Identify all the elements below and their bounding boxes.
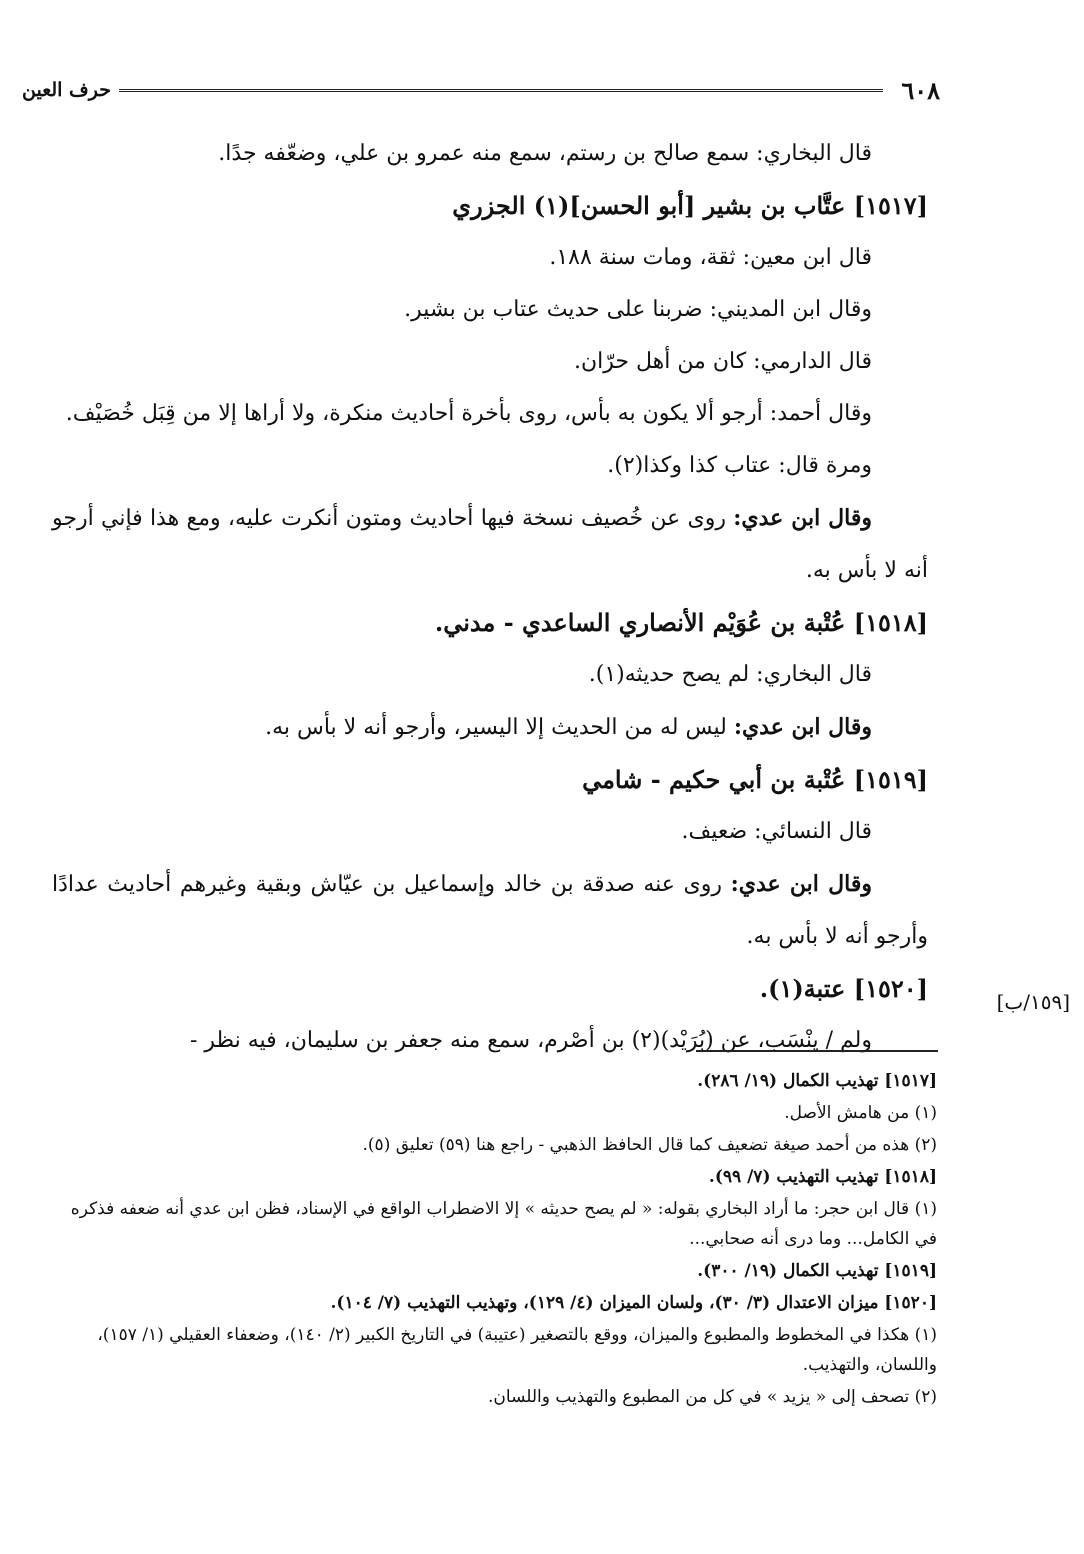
footnote: (١) قال ابن حجر: ما أراد البخاري بقوله: « لم يصح حديثه » إلا الاضطراب الواقع في الإسناد، فظن ابن عدي أنه ضعفه فذكره في الكامل... وما درى أنه صحابي...	[70, 1199, 937, 1249]
footnote: (٢) هذه من أحمد صيغة تضعيف كما قال الحافظ الذهبي - راجع هنا (٥٩) تعليق (٥).	[362, 1135, 937, 1155]
main-text	[52, 128, 928, 1067]
entry-heading-1520: [١٥٢٠] عتبة(١).	[759, 974, 928, 1003]
paragraph: قال الدارمي: كان من أهل حرّان.	[573, 349, 872, 374]
chapter-title: حرف العين	[22, 79, 111, 101]
speaker-label: وقال ابن عدي:	[730, 871, 872, 897]
paragraph: ولم / ينْسَب، عن (بُرَيْد)(٢) بن أصْرم، سمع منه جعفر بن سليمان، فيه نظر -	[189, 1028, 872, 1053]
paragraph: قال البخاري: سمع صالح بن رستم، سمع منه عمرو بن علي، وضعّفه جدًا.	[218, 141, 872, 166]
paragraph: قال ابن معين: ثقة، ومات سنة ١٨٨.	[549, 245, 872, 270]
paragraph-text: روى عن خُصيف نسخة فيها أحاديث ومتون أنكرت عليه، ومع هذا فإني أرجو أنه لا بأس به.	[52, 506, 928, 583]
page-header	[22, 74, 940, 106]
footnote: (١) هكذا في المخطوط والمطبوع والميزان، ووقع بالتصغير (عتيبة) في التاريخ الكبير (٢/ ١٤٠)، وضعفاء العقيلي (١/ ١٥٧)، واللسان، والتهذيب.	[97, 1325, 937, 1375]
paragraph-text: ليس له من الحديث إلا اليسير، وأرجو أنه لا بأس به.	[265, 715, 734, 740]
header-rule	[119, 89, 883, 92]
footnote-separator	[696, 1050, 938, 1052]
paragraph: وقال أحمد: أرجو ألا يكون به بأس، روى بأخرة أحاديث منكرة، ولا أراها إلا من قِبَل خُصَيْف.	[65, 401, 872, 426]
footnote: [١٥١٩] تهذيب الكمال (١٩/ ٣٠٠).	[697, 1261, 937, 1281]
paragraph	[52, 858, 928, 963]
footnote: [١٥٢٠] ميزان الاعتدال (٣/ ٣٠)، ولسان الميزان (٤/ ١٢٩)، وتهذيب التهذيب (٧/ ١٠٤).	[330, 1293, 937, 1313]
page-number: ٦٠٨	[901, 75, 940, 105]
speaker-label: وقال ابن عدي:	[733, 505, 873, 531]
footnote: (٢) تصحف إلى « يزيد » في كل من المطبوع والتهذيب واللسان.	[488, 1387, 937, 1407]
paragraph-text: روى عنه صدقة بن خالد وإسماعيل بن عيّاش وبقية وغيرهم أحاديث عدادًا وأرجو أنه لا بأس به.	[52, 872, 928, 949]
entry-heading-1518: [١٥١٨] عُتْبة بن عُوَيْم الأنصاري الساعدي - مدني.	[434, 608, 928, 637]
footnote: [١٥١٧] تهذيب الكمال (١٩/ ٢٨٦).	[697, 1071, 937, 1091]
footnotes	[52, 1066, 937, 1414]
paragraph: قال النسائي: ضعيف.	[681, 819, 872, 844]
speaker-label: وقال ابن عدي:	[733, 714, 872, 740]
manuscript-folio-note: [١٥٩/ب]	[996, 990, 1070, 1014]
paragraph: قال البخاري: لم يصح حديثه(١).	[588, 662, 872, 687]
footnote: [١٥١٨] تهذيب التهذيب (٧/ ٩٩).	[708, 1167, 937, 1187]
paragraph: وقال ابن المديني: ضربنا على حديث عتاب بن بشير.	[404, 297, 872, 322]
footnote: (١) من هامش الأصل.	[784, 1103, 937, 1123]
entry-heading-1517: [١٥١٧] عتَّاب بن بشير [أبو الحسن](١) الجزري	[452, 191, 928, 220]
paragraph	[52, 492, 928, 597]
paragraph: ومرة قال: عتاب كذا وكذا(٢).	[607, 453, 872, 478]
paragraph	[52, 701, 928, 754]
entry-heading-1519: [١٥١٩] عُتْبة بن أبي حكيم - شامي	[582, 765, 928, 794]
